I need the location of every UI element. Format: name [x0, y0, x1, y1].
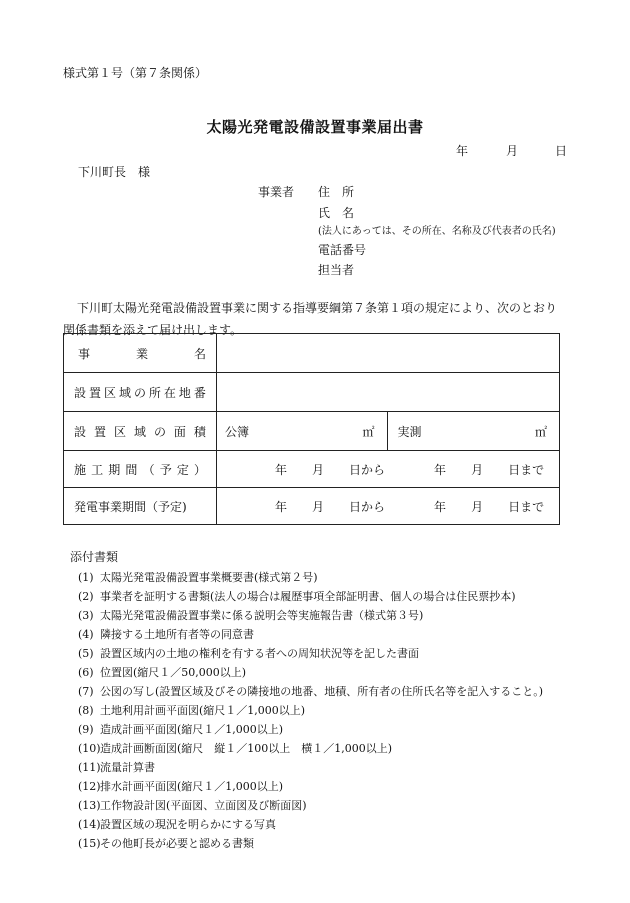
attachment-item: (7) 公図の写し(設置区域及びその隣接地の地番、地積、所有者の住所氏名等を記入すること。) — [78, 685, 544, 698]
attachment-item: (2) 事業者を証明する書類(法人の場合は履歴事項全部証明書、個人の場合は住民票抄本) — [78, 590, 516, 603]
addressee: 下川町長 様 — [78, 165, 151, 179]
attachment-item: (6) 位置図(縮尺１／50,000以上) — [78, 666, 247, 679]
area-survey-label: 実測 — [397, 424, 422, 439]
area-public-unit: ㎡ — [362, 424, 375, 439]
area-public-label: 公簿 — [225, 424, 250, 439]
attachment-item: (3) 太陽光発電設備設置事業に係る説明会等実施報告書（様式第３号) — [78, 609, 424, 622]
application-table — [63, 333, 560, 525]
attachment-item: (11)流量計算書 — [78, 761, 155, 774]
location-label: 設 置 区 域 の 所 在 地 番 — [64, 373, 217, 412]
notice-paragraph: 下川町太陽光発電設備設置事業に関する指導要綱第７条第１項の規定により、次のとおり関係書類を添えて届け出します。 — [63, 301, 558, 337]
attachment-item: (10)造成計画断面図(縮尺 縦１／100以上 横１／1,000以上) — [78, 742, 393, 755]
date-year-label: 年 — [456, 144, 469, 158]
area-label: 設 置 区 域 の 面 積 — [64, 412, 217, 451]
generation-period-field[interactable]: 年 月 日から 年 月 日まで — [217, 488, 560, 525]
project-name-field[interactable] — [217, 334, 560, 373]
area-field[interactable] — [217, 412, 560, 451]
attachment-item: (9) 造成計画平面図(縮尺１／1,000以上) — [78, 723, 284, 736]
attachment-item: (4) 隣接する土地所有者等の同意書 — [78, 628, 254, 641]
attachment-item: (13)工作物設計図(平面図、立面図及び断面図) — [78, 799, 307, 812]
attachments-title: 添付書類 — [70, 550, 119, 564]
applicant-note: (法人にあっては、その所在、名称及び代表者の氏名) — [318, 226, 556, 237]
area-survey-unit: ㎡ — [534, 424, 547, 439]
attachment-item: (8) 土地利用計画平面図(縮尺１／1,000以上) — [78, 704, 306, 717]
attachment-item: (12)排水計画平面図(縮尺１／1,000以上) — [78, 780, 284, 793]
form-number: 様式第１号（第７条関係） — [63, 66, 208, 80]
location-field[interactable] — [217, 373, 560, 412]
document-title: 太陽光発電設備設置事業届出書 — [206, 118, 424, 136]
project-name-label: 事 業 名 — [64, 334, 217, 373]
generation-period-label: 発電事業期間（予定) — [64, 488, 217, 525]
applicant-name-label: 氏 名 — [318, 206, 355, 220]
construction-period-label: 施 工 期 間 （ 予 定 ） — [64, 451, 217, 488]
applicant-contact-label: 担当者 — [318, 263, 355, 277]
date-month-label: 月 — [506, 144, 519, 158]
attachment-item: (14)設置区域の現況を明らかにする写真 — [78, 818, 276, 831]
applicant-label: 事業者 — [258, 185, 295, 199]
applicant-address-label: 住 所 — [318, 185, 355, 199]
applicant-phone-label: 電話番号 — [318, 243, 367, 257]
attachment-item: (15)その他町長が必要と認める書類 — [78, 837, 254, 850]
date-day-label: 日 — [555, 144, 568, 158]
attachment-item: (1) 太陽光発電設備設置事業概要書(様式第２号) — [78, 571, 318, 584]
construction-period-field[interactable]: 年 月 日から 年 月 日まで — [217, 451, 560, 488]
attachment-item: (5) 設置区域内の土地の権利を有する者への周知状況等を記した書面 — [78, 647, 419, 660]
